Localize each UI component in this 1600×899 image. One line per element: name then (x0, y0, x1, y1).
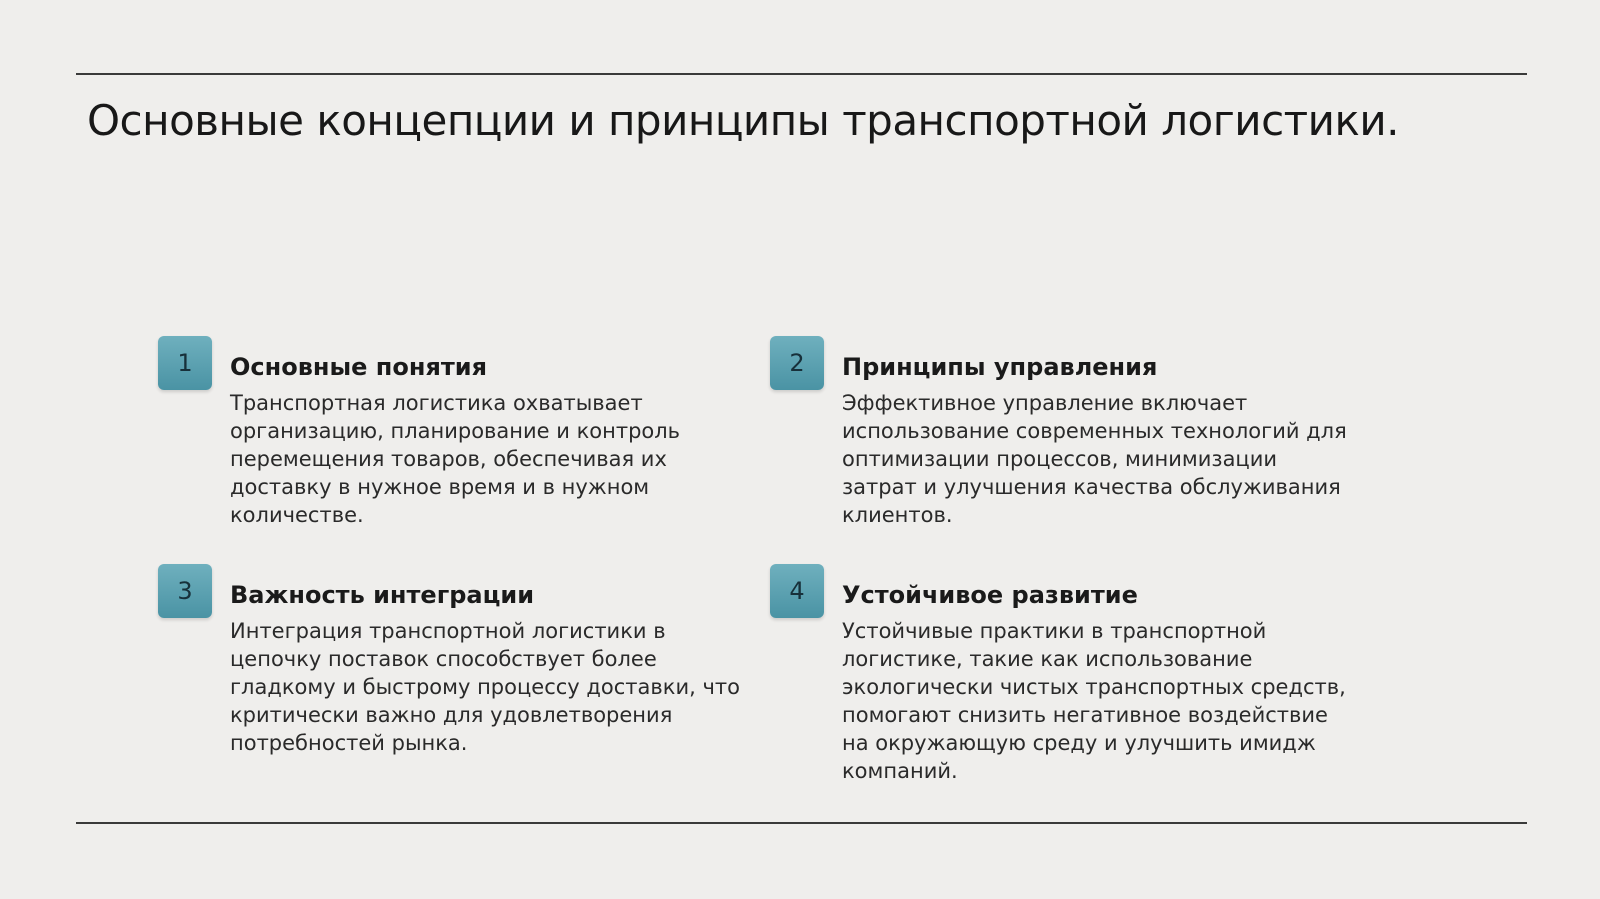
item-title: Основные понятия (230, 353, 488, 381)
text-line: логистике, такие как использование (842, 647, 1253, 671)
item-title: Важность интеграции (230, 581, 535, 609)
number-badge: 3 (158, 564, 212, 618)
text-line: организацию, планирование и контроль (230, 419, 681, 443)
text-line: гладкому и быстрому процессу доставки, что (230, 675, 740, 699)
text-line: перемещения товаров, обеспечивая их (230, 447, 667, 471)
text-line: клиентов. (842, 503, 953, 527)
number-badge: 1 (158, 336, 212, 390)
text-line: Устойчивые практики в транспортной (842, 619, 1267, 643)
text-line: компаний. (842, 759, 958, 783)
text-line: Интеграция транспортной логистики в (230, 619, 666, 643)
item-description (230, 389, 760, 529)
bottom-divider (76, 822, 1527, 824)
text-line: цепочку поставок способствует более (230, 647, 657, 671)
text-line: количестве. (230, 503, 364, 527)
item-title: Устойчивое развитие (842, 581, 1138, 609)
text-line: Эффективное управление включает (842, 391, 1248, 415)
text-line: помогают снизить негативное воздействие (842, 703, 1328, 727)
text-line: Транспортная логистика охватывает (230, 391, 643, 415)
text-line: доставку в нужное время и в нужном (230, 475, 650, 499)
text-line: экологически чистых транспортных средств, (842, 675, 1346, 699)
text-line: использование современных технологий для (842, 419, 1347, 443)
page-title: Основные концепции и принципы транспортной логистики. (87, 96, 1399, 145)
number-badge: 2 (770, 336, 824, 390)
text-line: потребностей рынка. (230, 731, 468, 755)
text-line: затрат и улучшения качества обслуживания (842, 475, 1341, 499)
top-divider (76, 73, 1527, 75)
item-description (842, 617, 1372, 785)
text-line: на окружающую среду и улучшить имидж (842, 731, 1316, 755)
item-description (230, 617, 760, 757)
item-description (842, 389, 1372, 529)
text-line: оптимизации процессов, минимизации (842, 447, 1278, 471)
text-line: критически важно для удовлетворения (230, 703, 673, 727)
number-badge: 4 (770, 564, 824, 618)
item-title: Принципы управления (842, 353, 1158, 381)
